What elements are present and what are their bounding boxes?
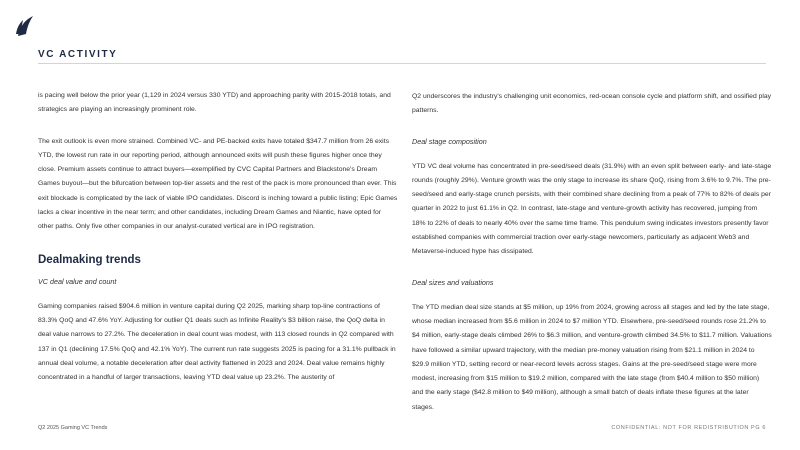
- section-title: VC ACTIVITY: [38, 49, 118, 60]
- header-divider: [38, 63, 766, 64]
- body-paragraph: The YTD median deal size stands at $5 million, up 19% from 2024, growing across all stages and led by the late stage, whose median increased from $5.6 million in 2024 to $7 million YTD. Elsewhere, pre-seed/seed rounds rose 21.2% to $4 million, early-stage deals climbed 26% to $6.3 million, and venture-growth climbed 34.5% to $11.7 million. Valuations have followed a similar upward trajectory, with the median pre-money valuation rising from $21.1 million in 2024 to $29.9 million YTD, setting record or near-record levels across stages. Gains at the pre-seed/seed stage were more modest, increasing from $15 million to $19.2 million, compared with the late stage (from $40.4 million to $50 million) and the early stage ($42.8 million to $49 million), although a small batch of deals inflate these figures at the later stages.: [412, 303, 772, 411]
- subsection-heading: Deal stage composition: [412, 136, 487, 146]
- body-paragraph: Gaming companies raised $904.6 million in venture capital during Q2 2025, marking sharp top-line contractions of 83.3% QoQ and 47.6% YoY. Adjusting for outlier Q1 deals such as Infinite Reality's $3 billion raise, the QoQ delta in deal value narrows to 27.2%. The deceleration in deal count was modest, with 113 closed rounds in Q2 compared with 137 in Q1 (declining 17.5% QoQ and 42.1% YoY). The current run rate suggests 2025 is pacing for a 31.1% pullback in annual deal volume, a notable deceleration after deal activity flattened in 2023 and 2024. Deal value remains highly concentrated in a handful of larger transactions, leaving YTD deal value up 23.2%. The austerity of: [38, 302, 396, 382]
- footer-confidential-page: CONFIDENTIAL: NOT FOR REDISTRIBUTION PG 6: [611, 425, 766, 431]
- body-paragraph: Q2 underscores the industry's challenging unit economics, red-ocean console cycle and platform shift, and ossified play patterns.: [412, 93, 772, 115]
- body-paragraph: The exit outlook is even more strained. Combined VC- and PE-backed exits have totaled $347.7 million from 26 exits YTD, the lowest run rate in our reporting period, although announced exits will push these figures higher once they close. Premium assets continue to attract buyers—exemplified by CVC Capital Partners and Blackstone's Dream Games buyout—but the bifurcation between top-tier assets and the rest of the pack is more pronounced than ever. This exit blockade is complicated by the lack of viable IPO candidates. Discord is inching toward a public listing; Epic Games lacks a clear incentive in the near term; and other candidates, including Dream Games and Niantic, have opted for other paths. Only five other companies in our analyst-curated vertical are in IPO registration.: [38, 137, 398, 231]
- body-paragraph: is pacing well below the prior year (1,129 in 2024 versus 330 YTD) and approaching parity with 2015-2018 totals, and strategics are playing an increasingly prominent role.: [38, 92, 391, 114]
- subsection-heading: Deal sizes and valuations: [412, 277, 494, 287]
- sail-logo-icon: [14, 14, 36, 38]
- footer-report-title: Q2 2025 Gaming VC Trends: [38, 425, 108, 431]
- right-column: [412, 90, 772, 432]
- body-paragraph: YTD VC deal volume has concentrated in pre-seed/seed deals (31.9%) with an even split between early- and late-stage rounds (roughly 29%). Venture growth was the only stage to increase its share QoQ, rising from 3.6% to 9.7%. The pre-seed/seed and early-stage crunch persists, with their combined share declining from a peak of 77% to 82% of deals per quarter in 2022 to just 61.1% in Q2. In contrast, late-stage and venture-growth activity has recovered, jumping from 18% to 22% of deals to nearly 40% over the same time frame. This pendulum swing indicates investors presently favor established companies with commercial traction over early-stage newcomers, particularly as adjacent Web3 and Metaverse-induced hype has dissipated.: [412, 162, 772, 256]
- section-heading: Dealmaking trends: [38, 253, 141, 266]
- subsection-heading: VC deal value and count: [38, 276, 117, 286]
- left-column: [38, 89, 398, 402]
